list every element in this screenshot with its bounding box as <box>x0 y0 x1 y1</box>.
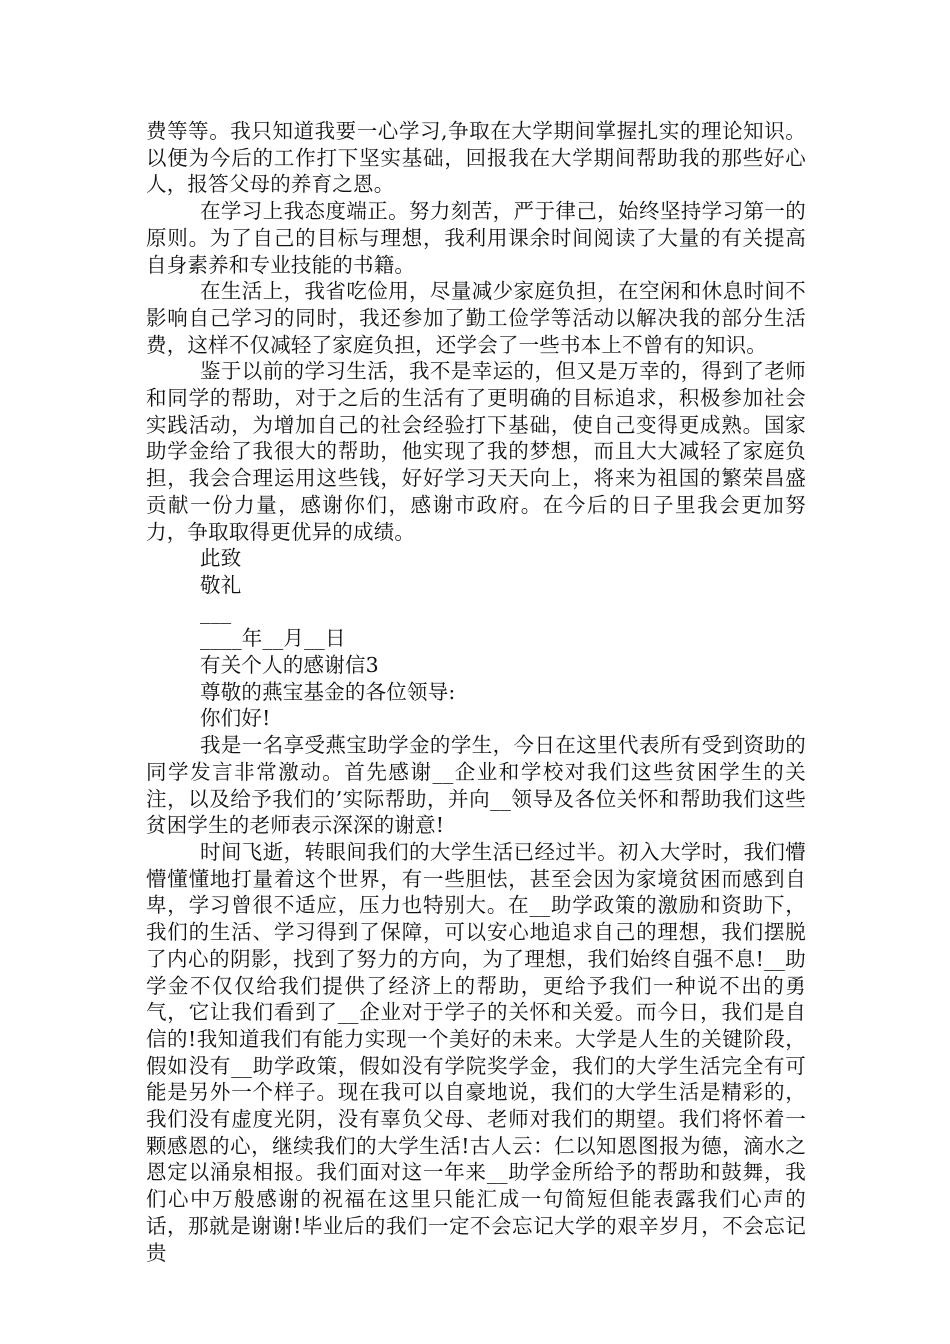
letter3-salutation: 尊敬的燕宝基金的各位领导: <box>200 679 456 704</box>
letter3-paragraph-1: 我是一名享受燕宝助学金的学生，今日在这里代表所有受到资助的同学发言非常激动。首先感谢__企业和学校对我们这些贫困学生的关注，以及给予我们的’实际帮助，并向__领导及各位关怀和帮助我们这些贫困学生的老师表示深深的谢意! <box>146 733 806 838</box>
letter3-paragraph-2: 时间飞逝，转眼间我们的大学生活已经过半。初入大学时，我们懵懵懂懂地打量着这个世界，有一些胆怯，甚至会因为家境贫困而感到自卑，学习曾很不适应，压力也特别大。在__助学政策的激励和资助下，我们的生活、学习得到了保障，可以安心地追求自己的理想，我们摆脱了内心的阴影，找到了努力的方向，为了理想，我们始终自强不息!__助学金不仅仅给我们提供了经济上的帮助，更给予我们一种说不出的勇气，它让我们看到了__企业对于学子的关怀和关爱。而今日，我们是自信的!我知道我们有能力实现一个美好的未来。大学是人生的关键阶段，假如没有__助学政策，假如没有学院奖学金，我们的大学生活完全有可能是另外一个样子。现在我可以自豪地说，我们的大学生活是精彩的，我们没有虚度光阴，没有辜负父母、老师对我们的期望。我们将怀着一颗感恩的心，继续我们的大学生活!古人云：仁以知恩图报为德，滴水之恩定以涌泉相报。我们面对这一年来__助学金所给予的帮助和鼓舞，我们心中万般感谢的祝福在这里只能汇成一句简短但能表露我们心声的话，那就是谢谢!毕业后的我们一定不会忘记大学的艰辛岁月，不会忘记贵 <box>146 839 806 1265</box>
closing-cizhi: 此致 <box>200 546 242 571</box>
paragraph-4: 鉴于以前的学习生活，我不是幸运的，但又是万幸的，得到了老师和同学的帮助，对于之后的生活有了更明确的目标追求，积极参加社会实践活动，为增加自己的社会经验打下基础，使自己变得更成熟。国家助学金给了我很大的帮助，他实现了我的梦想，而且大大减轻了家庭负担，我会合理运用这些钱，好好学习天天向上，将来为祖国的繁荣昌盛贡献一份力量，感谢你们，感谢市政府。在今后的日子里我会更加努力，争取取得更优异的成绩。 <box>146 359 806 544</box>
letter3-greeting: 你们好! <box>200 706 271 731</box>
date-line: ____年__月__日 <box>200 626 346 651</box>
document-page <box>146 118 806 1266</box>
letter3-title: 有关个人的感谢信3 <box>200 653 379 678</box>
paragraph-3: 在生活上，我省吃俭用，尽量减少家庭负担，在空闲和休息时间不影响自己学习的同时，我还参加了勤工俭学等活动以解决我的部分生活费，这样不仅减轻了家庭负担，还学会了一些书本上不曾有的知识。 <box>146 279 806 357</box>
closing-jingli: 敬礼 <box>200 572 242 597</box>
signature-blank: ___ <box>200 599 232 624</box>
paragraph-2: 在学习上我态度端正。努力刻苦，严于律己，始终坚持学习第一的原则。为了自己的目标与理想，我利用课余时间阅读了大量的有关提高自身素养和专业技能的书籍。 <box>146 199 806 277</box>
paragraph-1: 费等等。我只知道我要一心学习,争取在大学期间掌握扎实的理论知识。以便为今后的工作打下坚实基础，回报我在大学期间帮助我的那些好心人，报答父母的养育之恩。 <box>146 119 806 197</box>
